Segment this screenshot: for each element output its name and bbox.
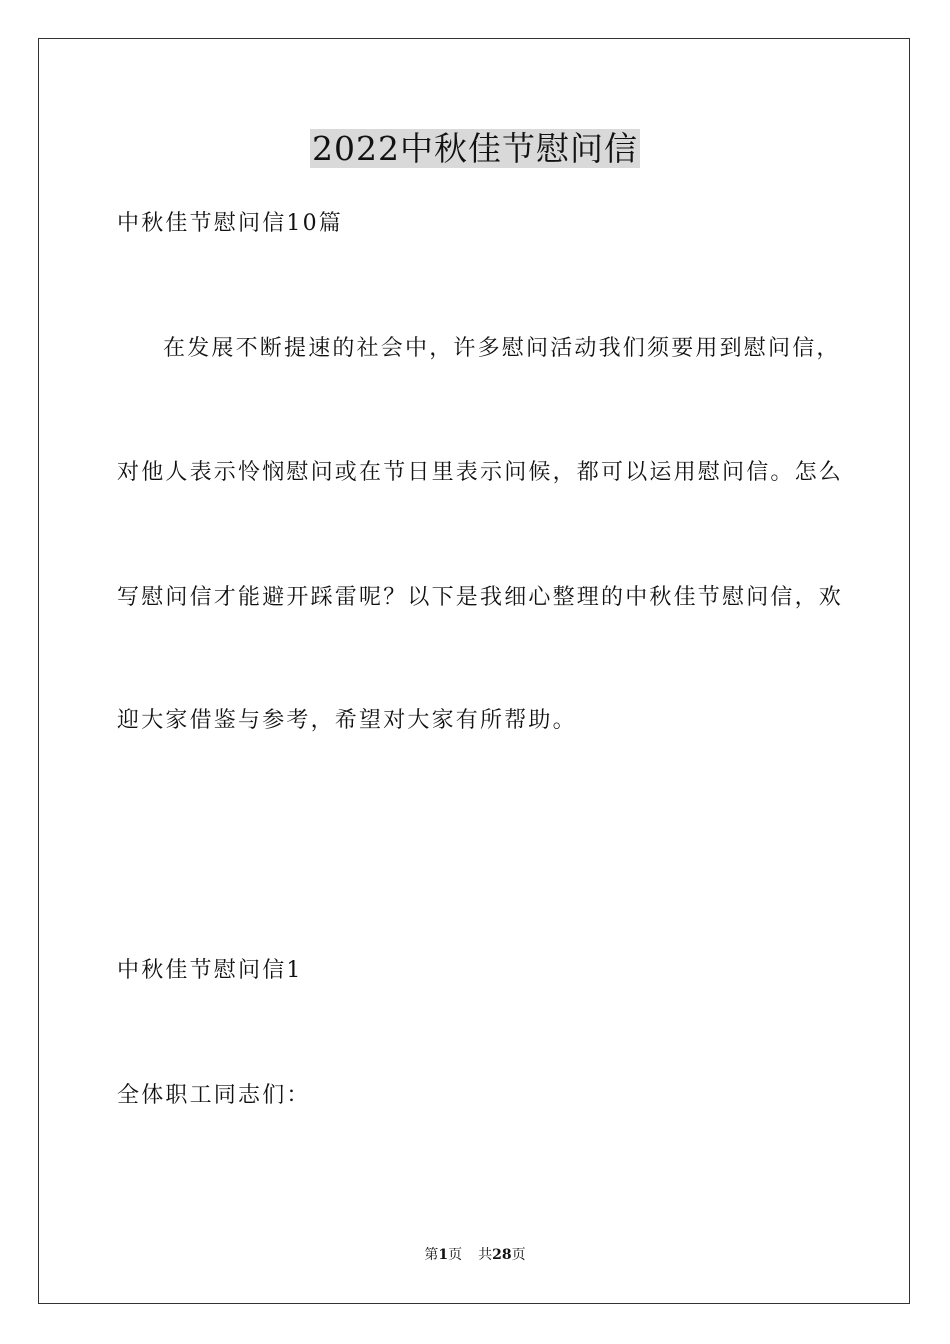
document-title-text: 2022中秋佳节慰问信 xyxy=(312,129,638,168)
document-subtitle: 中秋佳节慰问信10篇 xyxy=(117,211,343,236)
page-suffix: 页 xyxy=(448,1247,463,1263)
section-heading: 中秋佳节慰问信1 xyxy=(117,958,303,983)
intro-line-4: 迎大家借鉴与参考，希望对大家有所帮助。 xyxy=(117,708,577,733)
salutation: 全体职工同志们： xyxy=(117,1083,311,1108)
document-title xyxy=(0,127,950,171)
total-pages: 28 xyxy=(492,1247,512,1263)
intro-line-3: 写慰问信才能避开踩雷呢？以下是我细心整理的中秋佳节慰问信，欢 xyxy=(117,585,844,610)
intro-line-2: 对他人表示怜悯慰问或在节日里表示问候，都可以运用慰问信。怎么 xyxy=(117,460,844,485)
total-prefix: 共 xyxy=(478,1247,493,1263)
page-footer xyxy=(0,1245,950,1265)
intro-line-1: 在发展不断提速的社会中，许多慰问活动我们须要用到慰问信， xyxy=(163,336,841,361)
page-number: 1 xyxy=(438,1247,449,1263)
total-suffix: 页 xyxy=(511,1247,526,1263)
page-prefix: 第 xyxy=(424,1247,439,1263)
